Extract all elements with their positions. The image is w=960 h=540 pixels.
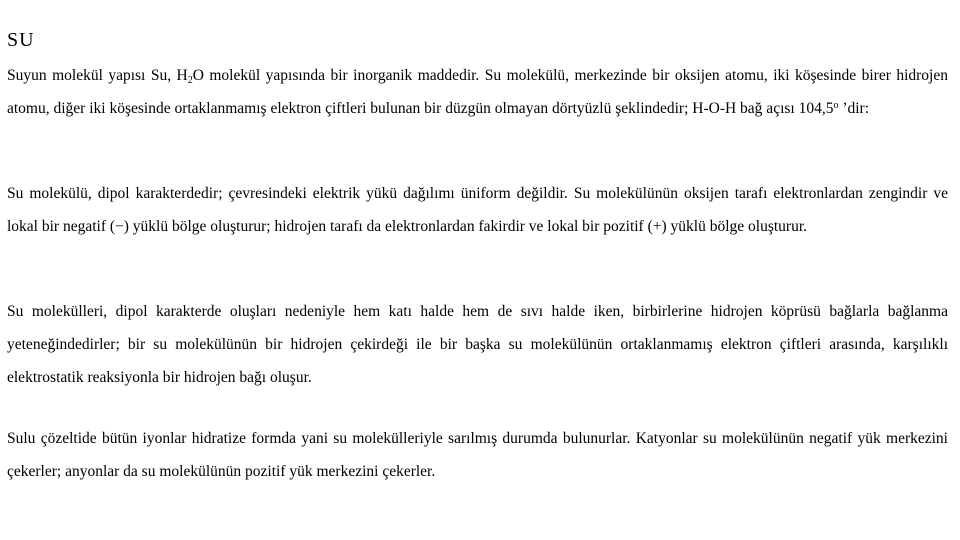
paragraph-molecular-structure [7, 59, 948, 125]
p1-text-end: ’dir: [838, 100, 870, 117]
paragraph-hydration: Sulu çözeltide bütün iyonlar hidratize formda yani su molekülleriyle sarılmış durumda bulunurlar. Katyonlar su molekülünün negatif yük merkezini çekerler; anyonlar da su molekülünün pozitif yük merkezini çekerler. [7, 430, 948, 480]
paragraph-dipole: Su molekülü, dipol karakterdedir; çevresindeki elektrik yükü dağılımı üniform değildir. Su molekülünün oksijen tarafı elektronlardan zengindir ve lokal bir negatif (−) yüklü bölge oluşturur; hidrojen tarafı da elektronlardan fakirdir ve lokal bir pozitif (+) yüklü bölge oluşturur. [7, 185, 948, 235]
paragraph-hydrogen-bond: Su molekülleri, dipol karakterde oluşları nedeniyle hem katı halde hem de sıvı halde iken, birbirlerine hidrojen köprüsü bağlarla bağlanma yeteneğindedirler; bir su molekülünün bir hidrojen çekirdeği ile bir başka su molekülünün ortaklanmamış elektron çiftleri arasında, karşılıklı elektrostatik reaksiyonla bir hidrojen bağı oluşur. [7, 303, 948, 386]
subscript-2: 2 [187, 75, 193, 86]
degree-superscript: o [833, 100, 839, 111]
p1-text-middle: O molekül yapısında bir inorganik maddedir. Su molekülü, merkezinde bir oksijen atomu, iki köşesinde birer hidrojen atomu, diğer iki köşesinde ortaklanmamış elektron çiftleri bulunan bir düzgün olmayan dörtyüzlü şeklindedir; H-O-H bağ açısı 104,5 [7, 67, 948, 117]
page-title: SU [7, 29, 35, 51]
document-page [7, 0, 948, 540]
p1-text-start: Suyun molekül yapısı Su, H [7, 67, 188, 84]
